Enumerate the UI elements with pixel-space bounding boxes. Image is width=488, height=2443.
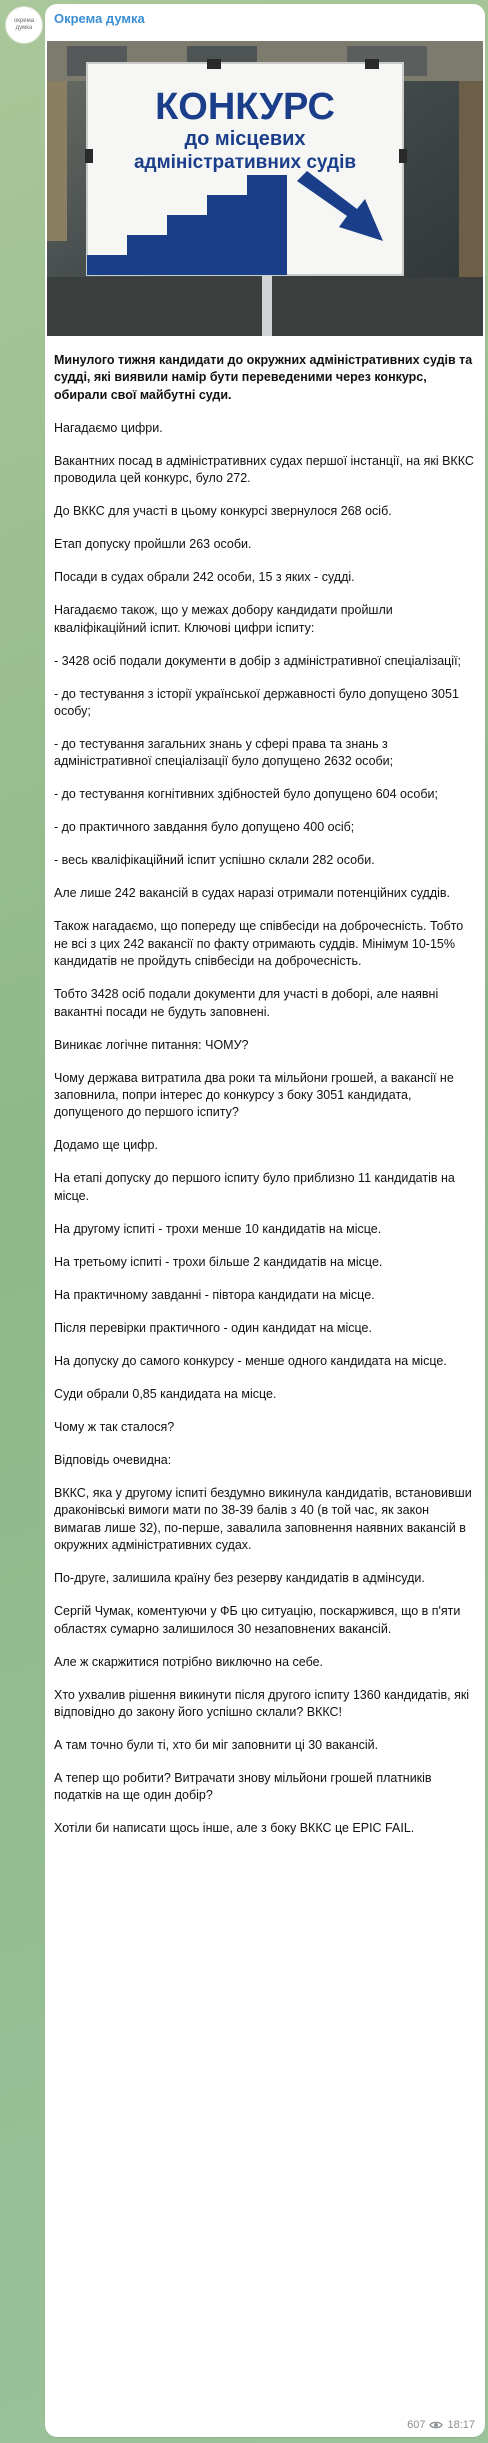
- message-time: 18:17: [447, 2419, 475, 2431]
- post-paragraph: Чому ж так сталося?: [54, 1419, 175, 1434]
- post-paragraph: Але лише 242 вакансій в судах наразі отримали потенційних суддів.: [54, 886, 451, 901]
- sign-line-2: адміністративних судів: [133, 152, 357, 173]
- post-paragraph: ВККС, яка у другому іспиті бездумно викинула кандидатів, встановивши драконівські вимоги мати по 38-39 балів з 40 (в той час, як закон вимагав лише 32), по-перше, завалила заповнення наявних вакансій в окружних адміністративних судах.: [54, 1485, 472, 1553]
- post-paragraph: Тобто 3428 осіб подали документи для участі в доборі, але наявні вакантні посади не будуть заповнені.: [54, 987, 439, 1019]
- post-paragraph: Також нагадаємо, що попереду ще співбесіди на доброчесність. Тобто не всі з цих 242 вакансії по факту отримають суддів. Мінімум 10-15% кандидатів не пройдуть співбесіди на доброчесність.: [54, 919, 464, 969]
- post-paragraph: Чому держава витратила два роки та мільйони грошей, а вакансії не заповнила, попри інтерес до конкурсу з боку 3051 кандидата, допущеного до першого іспиту?: [54, 1070, 454, 1120]
- post-paragraph: До ВККС для участі в цьому конкурсі звернулося 268 осіб.: [54, 504, 392, 519]
- view-count: 607: [407, 2419, 426, 2431]
- post-image[interactable]: [47, 41, 483, 336]
- post-paragraph: Але ж скаржитися потрібно виключно на себе.: [54, 1654, 324, 1669]
- post-paragraph: Суди обрали 0,85 кандидата на місце.: [54, 1386, 277, 1401]
- post-paragraph: На допуску до самого конкурсу - менше одного кандидата на місце.: [54, 1353, 447, 1368]
- sign-title: КОНКУРС: [155, 86, 335, 128]
- channel-name[interactable]: Окрема думка: [54, 11, 145, 26]
- avatar-text: окрема думка: [13, 18, 35, 31]
- sign-photo: [47, 41, 483, 336]
- eye-icon: [429, 2420, 443, 2430]
- post-paragraph: - до практичного завдання було допущено 400 осіб;: [54, 820, 355, 835]
- post-paragraph: Сергій Чумак, коментуючи у ФБ цю ситуацію, поскаржився, що в п'яти областях сумарно залишилося 30 незаповнених вакансій.: [54, 1604, 461, 1636]
- message-bubble: [45, 4, 485, 2437]
- post-paragraph: Виникає логічне питання: ЧОМУ?: [54, 1037, 249, 1052]
- post-text: [54, 352, 474, 1853]
- post-paragraph: Хотіли би написати щось інше, але з боку ВККС це EPIC FAIL.: [54, 1821, 415, 1836]
- post-paragraph: На етапі допуску до першого іспиту було приблизно 11 кандидатів на місце.: [54, 1171, 455, 1203]
- post-paragraph: Нагадаємо також, що у межах добору кандидати пройшли кваліфікаційний іспит. Ключові цифри іспиту:: [54, 603, 393, 635]
- post-paragraph: Нагадаємо цифри.: [54, 420, 163, 435]
- message-meta: [407, 2419, 475, 2431]
- post-paragraph: - 3428 осіб подали документи в добір з адміністративної спеціалізації;: [54, 653, 462, 668]
- sign-line-1: до місцевих: [184, 128, 306, 150]
- post-paragraph: - до тестування з історії української державності було допущено 3051 особу;: [54, 686, 459, 719]
- post-paragraph: - до тестування когнітивних здібностей було допущено 604 особи;: [54, 787, 438, 802]
- post-paragraph: Вакантних посад в адміністративних судах першої інстанції, на які ВККС проводила цей конкурс, було 272.: [54, 453, 474, 486]
- post-lead: Минулого тижня кандидати до окружних адміністративних судів та судді, які виявили намір бути переведеними через конкурс, обирали свої майбутні суди.: [54, 353, 473, 402]
- post-paragraph: Етап допуску пройшли 263 особи.: [54, 537, 252, 552]
- channel-avatar[interactable]: [5, 6, 43, 44]
- post-paragraph: На практичному завданні - півтора кандидати на місце.: [54, 1287, 375, 1302]
- post-paragraph: А тепер що робити? Витрачати знову мільйони грошей платників податків на ще один добір?: [54, 1770, 432, 1803]
- post-paragraph: На третьому іспиті - трохи більше 2 кандидатів на місце.: [54, 1254, 383, 1269]
- post-paragraph: На другому іспиті - трохи менше 10 кандидатів на місце.: [54, 1221, 382, 1236]
- post-paragraph: По-друге, залишила країну без резерву кандидатів в адмінсуди.: [54, 1571, 425, 1586]
- post-paragraph: - до тестування загальних знань у сфері права та знань з адміністративної спеціалізації було допущено 2632 особи;: [54, 737, 394, 769]
- post-paragraph: Додамо ще цифр.: [54, 1138, 158, 1153]
- post-paragraph: Хто ухвалив рішення викинути після другого іспиту 1360 кандидатів, які відповідно до закону його успішно склали? ВККС!: [54, 1687, 470, 1719]
- post-paragraph: Відповідь очевидна:: [54, 1452, 172, 1467]
- post-paragraph: Після перевірки практичного - один кандидат на місце.: [54, 1320, 372, 1335]
- post-paragraph: Посади в судах обрали 242 особи, 15 з яких - судді.: [54, 570, 355, 585]
- post-paragraph: - весь кваліфікаційний іспит успішно склали 282 особи.: [54, 853, 375, 868]
- post-paragraph: А там точно були ті, хто би міг заповнити ці 30 вакансій.: [54, 1737, 379, 1752]
